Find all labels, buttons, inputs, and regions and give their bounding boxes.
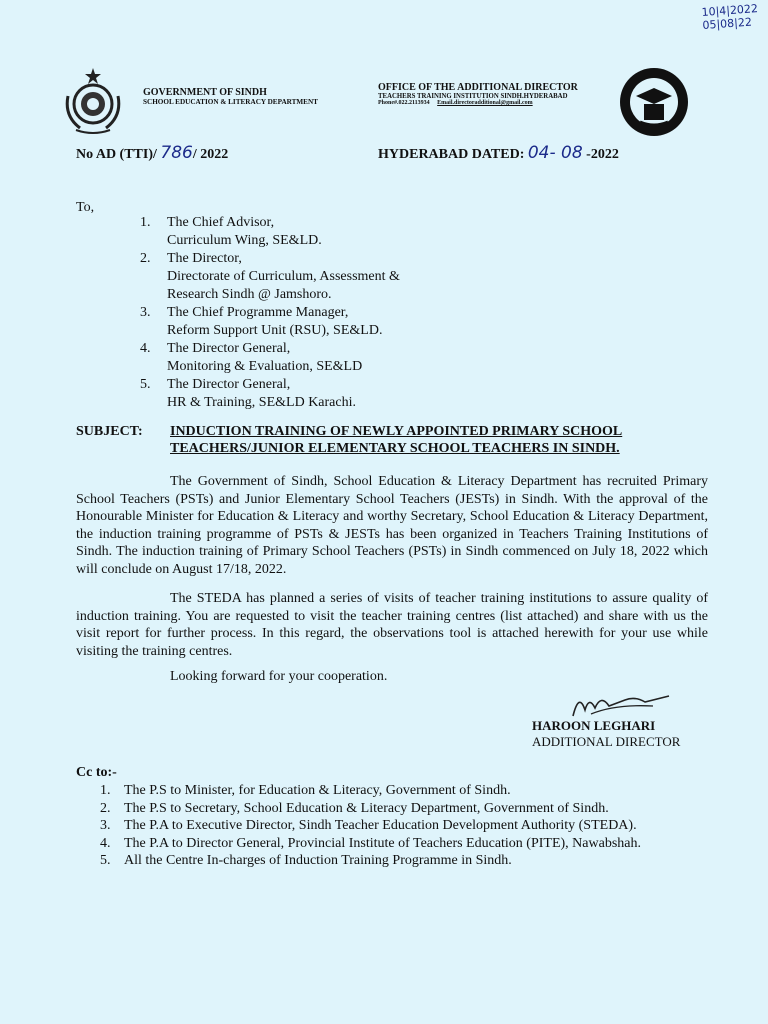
recipient-list xyxy=(140,214,400,412)
phone-number: Phone#.022.2113934 xyxy=(378,100,430,106)
recipient-item xyxy=(140,304,400,340)
recipient-line: The Director General, xyxy=(167,377,291,392)
institution-name: TEACHERS TRAINING INSTITUTION SINDH.HYDERABAD xyxy=(378,93,568,100)
recipient-line: Curriculum Wing, SE&LD. xyxy=(167,233,322,248)
recipient-line: The Chief Advisor, xyxy=(167,215,275,230)
handwritten-note-line: 05|08|22 xyxy=(701,15,752,32)
recipient-number: 3. xyxy=(140,305,151,320)
reference-prefix: No AD (TTI)/ xyxy=(76,147,157,162)
cc-item xyxy=(100,782,641,800)
cc-text: All the Centre In-charges of Induction Training Programme in Sindh. xyxy=(124,853,512,868)
subject-text: INDUCTION TRAINING OF NEWLY APPOINTED PRIMARY SCHOOL TEACHERS/JUNIOR ELEMENTARY SCHOOL TEACHERS IN SINDH. xyxy=(170,424,623,456)
dated-label: HYDERABAD DATED: xyxy=(378,147,525,162)
cc-item xyxy=(100,852,641,870)
recipient-item xyxy=(140,250,400,304)
cc-number: 2. xyxy=(100,800,111,816)
cc-item xyxy=(100,800,641,818)
office-name: OFFICE OF THE ADDITIONAL DIRECTOR xyxy=(378,82,578,93)
reference-number xyxy=(76,143,228,163)
cc-list xyxy=(100,782,641,870)
cc-text: The P.S to Minister, for Education & Literacy, Government of Sindh. xyxy=(124,783,511,798)
recipient-line: The Director General, xyxy=(167,341,291,356)
recipient-item xyxy=(140,340,400,376)
cc-number: 5. xyxy=(100,853,111,868)
cc-label: Cc to:- xyxy=(76,765,117,780)
recipient-number: 1. xyxy=(140,215,151,230)
sindh-government-emblem-icon xyxy=(62,66,124,136)
recipient-line: The Chief Programme Manager, xyxy=(167,305,349,320)
recipient-line: Directorate of Curriculum, Assessment & xyxy=(167,269,400,284)
cc-item xyxy=(100,835,641,853)
subject-label: SUBJECT: xyxy=(76,424,143,439)
cc-text: The P.A to Director General, Provincial Institute of Teachers Education (PITE), Nawabshah. xyxy=(124,835,641,851)
header-right xyxy=(378,82,578,106)
recipient-number: 5. xyxy=(140,377,151,392)
recipient-item xyxy=(140,214,400,250)
recipient-line: Research Sindh @ Jamshoro. xyxy=(167,287,332,302)
recipient-line: Reform Support Unit (RSU), SE&LD. xyxy=(167,323,383,338)
handwritten-note-line: 10|4|2022 xyxy=(700,2,758,19)
cc-text: The P.S to Secretary, School Education & Literacy Department, Government of Sindh. xyxy=(124,800,609,816)
cc-number: 4. xyxy=(100,835,111,851)
body-paragraph: The Government of Sindh, School Education & Literacy Department has recruited Primary School Teachers (PSTs) and Junior Elementary School Teachers (JESTs) in Sindh. With the approval of the Honourable Minister for Education & Literacy and worthy Secretary, School Education & Literacy Department, the induction training programme of PSTs & JESTs has been organized in Teachers Training Institutions of Sindh. The induction training of Primary School Teachers (PSTs) in Sindh commenced on July 18, 2022 which will conclude on August 17/18, 2022. xyxy=(76,474,708,577)
cc-text: The P.A to Executive Director, Sindh Teacher Education Development Authority (STEDA). xyxy=(124,818,637,833)
cc-number: 3. xyxy=(100,818,111,833)
closing-paragraph: Looking forward for your cooperation. xyxy=(170,669,388,684)
cc-item xyxy=(100,817,641,835)
email-address: Email.directoradditional@gmail.com xyxy=(437,100,533,106)
reference-year: / 2022 xyxy=(192,147,229,162)
handwritten-note xyxy=(701,2,759,32)
subject-line xyxy=(76,423,690,457)
reference-date xyxy=(378,143,619,163)
cc-number: 1. xyxy=(100,783,111,798)
reference-handwritten-number: 786 xyxy=(160,143,193,163)
recipient-number: 2. xyxy=(140,251,151,266)
department-name: SCHOOL EDUCATION & LITERACY DEPARTMENT xyxy=(143,98,318,106)
recipient-number: 4. xyxy=(140,341,151,356)
recipient-line: The Director, xyxy=(167,251,242,266)
header-left xyxy=(143,87,318,106)
date-year: -2022 xyxy=(586,147,619,162)
signature-block xyxy=(532,718,680,750)
to-label: To, xyxy=(76,200,95,215)
tti-seal-icon xyxy=(618,66,690,138)
recipient-line: HR & Training, SE&LD Karachi. xyxy=(167,395,356,410)
government-name: GOVERNMENT OF SINDH xyxy=(143,87,267,98)
signer-title: ADDITIONAL DIRECTOR xyxy=(532,734,681,749)
signer-name: HAROON LEGHARI xyxy=(532,718,656,733)
handwritten-date: 04- 08 xyxy=(527,143,583,163)
contact-line xyxy=(378,100,578,106)
recipient-line: Monitoring & Evaluation, SE&LD xyxy=(167,359,363,374)
handwritten-signature-icon xyxy=(565,688,675,722)
recipient-item xyxy=(140,376,400,412)
body-paragraph: The STEDA has planned a series of visits of teacher training institutions to assure quality of induction training. You are requested to visit the teacher training centres (list attached) and share with us the visit report for further process. In this regard, the observations tool is attached herewith for your use while visiting the training centres. xyxy=(76,591,708,659)
